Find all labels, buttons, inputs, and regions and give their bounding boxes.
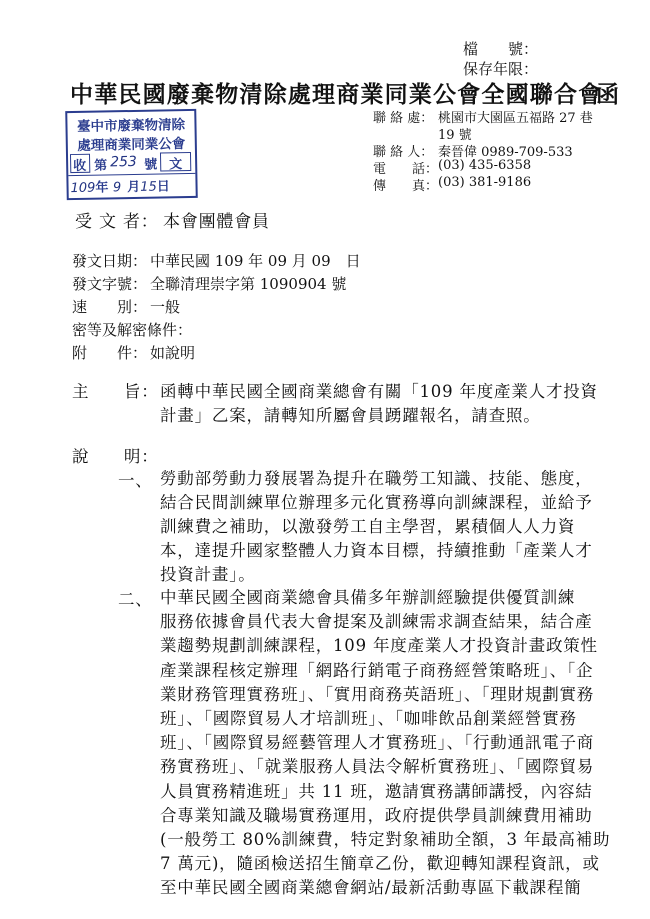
send-date-label: 發文日期： bbox=[72, 252, 148, 270]
stamp-org-line2: 處理商業同業公會 bbox=[77, 136, 186, 154]
stamp-recv-doc: 文 bbox=[169, 157, 183, 173]
retention-period-label: 保存年限： bbox=[463, 60, 539, 78]
document-title: 中華民國廢棄物清除處理商業同業公會全國聯合會 bbox=[70, 81, 603, 108]
text-line: 合專業知識及職場實務運用，政府提供學員訓練費用補助 bbox=[160, 805, 593, 825]
explanation-item-2 bbox=[160, 586, 610, 901]
contact-person: 秦晉偉 0989-709-533 bbox=[438, 145, 573, 160]
explanation-label: 說 明： bbox=[72, 447, 159, 466]
text-line: 服務依據會員代表大會提案及訓練需求調查結果，結合產 bbox=[160, 612, 593, 632]
send-date: 中華民國 109 年 09 月 09 日 bbox=[150, 252, 361, 270]
text-line: 訓練費之補助，以激發勞工自主學習，累積個人人力資 bbox=[160, 517, 576, 536]
subject-line: 函轉中華民國全國商業總會有關「109 年度產業人才投資 bbox=[160, 382, 598, 401]
text-line: 業趨勢規劃訓練課程，109 年度產業人才投資計畫政策性 bbox=[160, 636, 598, 656]
speed-value: 一般 bbox=[150, 298, 181, 316]
item-number: 二、 bbox=[118, 590, 153, 609]
stamp-recv-prefix: 第 bbox=[94, 158, 108, 174]
contact-address-label: 聯 絡 處： bbox=[373, 111, 434, 126]
attachment-value: 如說明 bbox=[150, 344, 196, 362]
text-line: 產業課程核定辦理「網路行銷電子商務經營策略班」、「企 bbox=[160, 660, 594, 680]
stamp-recv-suffix: 號 bbox=[144, 157, 158, 173]
stamp-year: 109 bbox=[70, 180, 96, 197]
stamp-year-char: 年 bbox=[95, 180, 109, 196]
send-number: 全聯清理崇字第 1090904 號 bbox=[150, 275, 347, 293]
contact-phone-label: 電 話： bbox=[373, 162, 439, 177]
attachment-label: 附 件： bbox=[72, 344, 148, 362]
stamp-recv-number: 253 bbox=[109, 153, 138, 171]
text-line: 班」、「國際貿易經藝管理人才實務班」、「行動通訊電子商 bbox=[160, 733, 595, 753]
text-line: 投資計畫」。 bbox=[160, 565, 256, 584]
received-stamp bbox=[65, 109, 198, 200]
subject-label: 主 旨： bbox=[72, 382, 159, 401]
text-line: 人員實務精進班」共 11 班，邀請實務講師講授，內容結 bbox=[160, 781, 593, 801]
explanation-item-1 bbox=[160, 467, 593, 587]
text-line: 班」、「國際貿易人才培訓班」、「咖啡飲品創業經營實務 bbox=[160, 709, 577, 729]
archive-number-label: 檔 號： bbox=[463, 40, 539, 58]
stamp-month-char: 月 bbox=[127, 179, 141, 196]
text-line: 中華民國全國商業總會具備多年辦訓經驗提供優質訓練 bbox=[160, 588, 576, 607]
send-number-label: 發文字號： bbox=[72, 275, 148, 293]
text-line: 務實務班」、「就業服務人員法令解析實務班」、「國際貿易 bbox=[160, 757, 595, 777]
stamp-org-line1: 臺中市廢棄物清除 bbox=[76, 117, 186, 135]
stamp-date bbox=[70, 175, 170, 196]
text-line: 至中華民國全國商業總會網站/最新活動專區下載課程簡 bbox=[160, 878, 582, 898]
contact-fax: (03) 381-9186 bbox=[438, 175, 532, 190]
text-line: 勞動部勞動力發展署為提升在職勞工知識、技能、態度， bbox=[160, 469, 593, 488]
secrecy-label: 密等及解密條件： bbox=[72, 321, 193, 339]
speed-label: 速 別： bbox=[72, 298, 148, 316]
item-number: 一、 bbox=[118, 471, 153, 490]
text-line: 7 萬元)，隨函檢送招生簡章乙份，歡迎轉知課程資訊，或 bbox=[160, 854, 600, 874]
stamp-month: 9 bbox=[112, 180, 122, 196]
recipient-value: 本會團體會員 bbox=[163, 212, 270, 232]
recipient-label: 受 文 者： bbox=[75, 212, 159, 232]
text-line: 本，達提升國家整體人力資本目標，持續推動「產業人才 bbox=[160, 541, 593, 560]
contact-address-line2: 19 號 bbox=[438, 128, 472, 143]
contact-person-label: 聯 絡 人： bbox=[373, 145, 434, 160]
text-line: (一般勞工 80%訓練費，特定對象補助全額，3 年最高補助 bbox=[160, 830, 611, 850]
text-line: 業財務管理實務班」、「實用商務英語班」、「理財規劃實務 bbox=[160, 684, 595, 704]
contact-address: 桃園市大園區五福路 27 巷 bbox=[438, 111, 593, 126]
contact-fax-label: 傳 真： bbox=[373, 179, 439, 194]
stamp-day: 15 bbox=[140, 179, 157, 195]
stamp-day-char: 日 bbox=[156, 179, 170, 195]
stamp-recv-char: 收 bbox=[73, 158, 87, 175]
text-line: 結合民間訓練單位辦理多元化實務導向訓練課程，並給予 bbox=[160, 493, 593, 512]
contact-phone: (03) 435-6358 bbox=[438, 158, 532, 173]
subject-line: 計畫」乙案，請轉知所屬會員踴躍報名，請查照。 bbox=[160, 406, 541, 425]
document-type: 函 bbox=[596, 81, 621, 108]
